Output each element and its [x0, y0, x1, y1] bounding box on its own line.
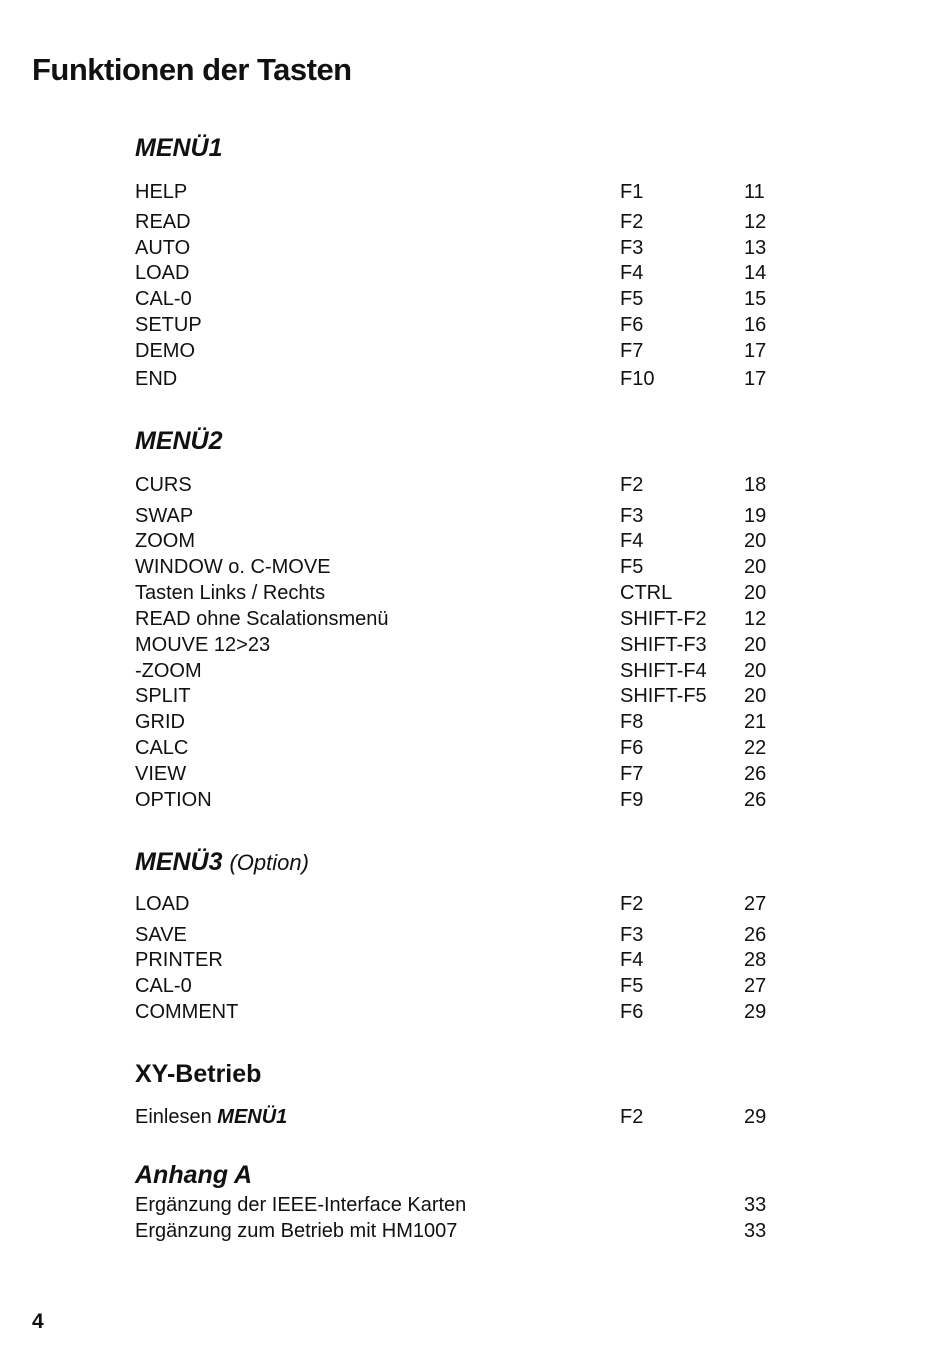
- section-title-menu3: [135, 848, 309, 877]
- key-label: F3: [620, 237, 644, 259]
- list-item: [0, 973, 950, 999]
- page-ref: 27: [744, 893, 767, 915]
- page-ref: 26: [744, 789, 767, 811]
- key-label: F4: [620, 530, 644, 552]
- function-label: READ: [135, 211, 191, 233]
- page-ref: 26: [744, 763, 767, 785]
- page-ref: 16: [744, 314, 767, 336]
- list-item: [0, 235, 950, 261]
- key-label: F7: [620, 340, 644, 362]
- page-title: Funktionen der Tasten: [32, 52, 352, 87]
- page-ref: 13: [744, 237, 767, 259]
- function-label: SETUP: [135, 314, 202, 336]
- list-item: [0, 580, 950, 606]
- key-label: F5: [620, 975, 644, 997]
- page-ref: 14: [744, 262, 767, 284]
- list-item: [0, 1192, 950, 1218]
- page-ref: 20: [744, 660, 767, 682]
- function-label: -ZOOM: [135, 660, 202, 682]
- function-label: Ergänzung zum Betrieb mit HM1007: [135, 1220, 458, 1242]
- key-label: F2: [620, 474, 644, 496]
- list-item: [0, 606, 950, 632]
- key-label: F7: [620, 763, 644, 785]
- function-label-emphasis: MENÜ1: [217, 1106, 288, 1128]
- key-label: SHIFT-F5: [620, 685, 707, 707]
- list-item: [0, 260, 950, 286]
- page-ref: 20: [744, 556, 767, 578]
- function-label: VIEW: [135, 763, 187, 785]
- list-item: [0, 1104, 950, 1130]
- function-label: DEMO: [135, 340, 195, 362]
- key-label: F1: [620, 181, 644, 203]
- page-ref: 19: [744, 505, 767, 527]
- key-label: F3: [620, 924, 644, 946]
- function-label: Tasten Links / Rechts: [135, 582, 326, 604]
- list-item: [0, 528, 950, 554]
- page-ref: 11: [744, 181, 765, 203]
- function-label: SAVE: [135, 924, 187, 946]
- section-title-xy-betrieb: XY-Betrieb: [135, 1060, 262, 1088]
- page-ref: 17: [744, 340, 767, 362]
- section-title-suffix: (Option): [229, 850, 309, 875]
- function-label: SWAP: [135, 505, 194, 527]
- key-label: F9: [620, 789, 644, 811]
- key-label: SHIFT-F4: [620, 660, 707, 682]
- list-item: [0, 787, 950, 813]
- section-title-menu1: MENÜ1: [135, 134, 223, 162]
- key-label: F4: [620, 949, 644, 971]
- key-label: F4: [620, 262, 644, 284]
- page-ref: 20: [744, 634, 767, 656]
- page-ref: 26: [744, 924, 767, 946]
- page-ref: 12: [744, 608, 767, 630]
- function-label: ZOOM: [135, 530, 195, 552]
- list-item: [0, 658, 950, 684]
- page-ref: 15: [744, 288, 767, 310]
- list-item: [0, 999, 950, 1025]
- list-item: [0, 922, 950, 948]
- function-label: CAL-0: [135, 288, 192, 310]
- key-label: F3: [620, 505, 644, 527]
- list-item: [0, 632, 950, 658]
- list-item: [0, 891, 950, 917]
- section-title-menu2: MENÜ2: [135, 427, 223, 455]
- function-label: CURS: [135, 474, 192, 496]
- key-label: F6: [620, 314, 644, 336]
- key-label: F2: [620, 211, 644, 233]
- page-ref: 33: [744, 1194, 767, 1216]
- list-item: [0, 312, 950, 338]
- key-label: F2: [620, 893, 644, 915]
- function-label: READ ohne Scalationsmenü: [135, 608, 389, 630]
- function-label: [135, 1104, 287, 1130]
- list-item: [0, 366, 950, 392]
- function-label: CAL-0: [135, 975, 192, 997]
- page-ref: 22: [744, 737, 767, 759]
- page-number: 4: [32, 1310, 44, 1333]
- key-label: F6: [620, 1001, 644, 1023]
- page-ref: 21: [744, 711, 767, 733]
- list-item: [0, 709, 950, 735]
- page-ref: 20: [744, 530, 767, 552]
- key-label: CTRL: [620, 582, 673, 604]
- function-label: END: [135, 368, 178, 390]
- function-label: AUTO: [135, 237, 191, 259]
- function-label: LOAD: [135, 893, 190, 915]
- list-item: [0, 472, 950, 498]
- page-ref: 29: [744, 1001, 767, 1023]
- page-ref: 20: [744, 685, 767, 707]
- key-label: F10: [620, 368, 655, 390]
- function-label: SPLIT: [135, 685, 191, 707]
- page-ref: 28: [744, 949, 767, 971]
- section-title-anhang-a: Anhang A: [135, 1161, 253, 1189]
- page-ref: 17: [744, 368, 767, 390]
- function-label: OPTION: [135, 789, 212, 811]
- function-label: GRID: [135, 711, 185, 733]
- section-title-text: MENÜ3: [135, 848, 223, 876]
- list-item: [0, 554, 950, 580]
- list-item: [0, 179, 950, 205]
- list-item: [0, 1218, 950, 1244]
- key-label: SHIFT-F3: [620, 634, 707, 656]
- key-label: SHIFT-F2: [620, 608, 707, 630]
- list-item: [0, 683, 950, 709]
- key-label: F5: [620, 288, 644, 310]
- key-label: F8: [620, 711, 644, 733]
- key-label: F5: [620, 556, 644, 578]
- function-label: PRINTER: [135, 949, 223, 971]
- page-ref: 27: [744, 975, 767, 997]
- list-item: [0, 209, 950, 235]
- page-ref: 20: [744, 582, 767, 604]
- key-label: F2: [620, 1106, 644, 1128]
- list-item: [0, 503, 950, 529]
- page-ref: 12: [744, 211, 767, 233]
- list-item: [0, 947, 950, 973]
- list-item: [0, 338, 950, 364]
- list-item: [0, 286, 950, 312]
- key-label: F6: [620, 737, 644, 759]
- list-item: [0, 735, 950, 761]
- page-ref: 18: [744, 474, 767, 496]
- function-label: WINDOW o. C-MOVE: [135, 556, 331, 578]
- function-label: MOUVE 12>23: [135, 634, 271, 656]
- page-ref: 33: [744, 1220, 767, 1242]
- function-label: COMMENT: [135, 1001, 239, 1023]
- function-label-text: Einlesen: [135, 1106, 212, 1128]
- page-ref: 29: [744, 1106, 767, 1128]
- function-label: HELP: [135, 181, 188, 203]
- function-label: LOAD: [135, 262, 190, 284]
- list-item: [0, 761, 950, 787]
- function-label: Ergänzung der IEEE-Interface Karten: [135, 1194, 467, 1216]
- function-label: CALC: [135, 737, 189, 759]
